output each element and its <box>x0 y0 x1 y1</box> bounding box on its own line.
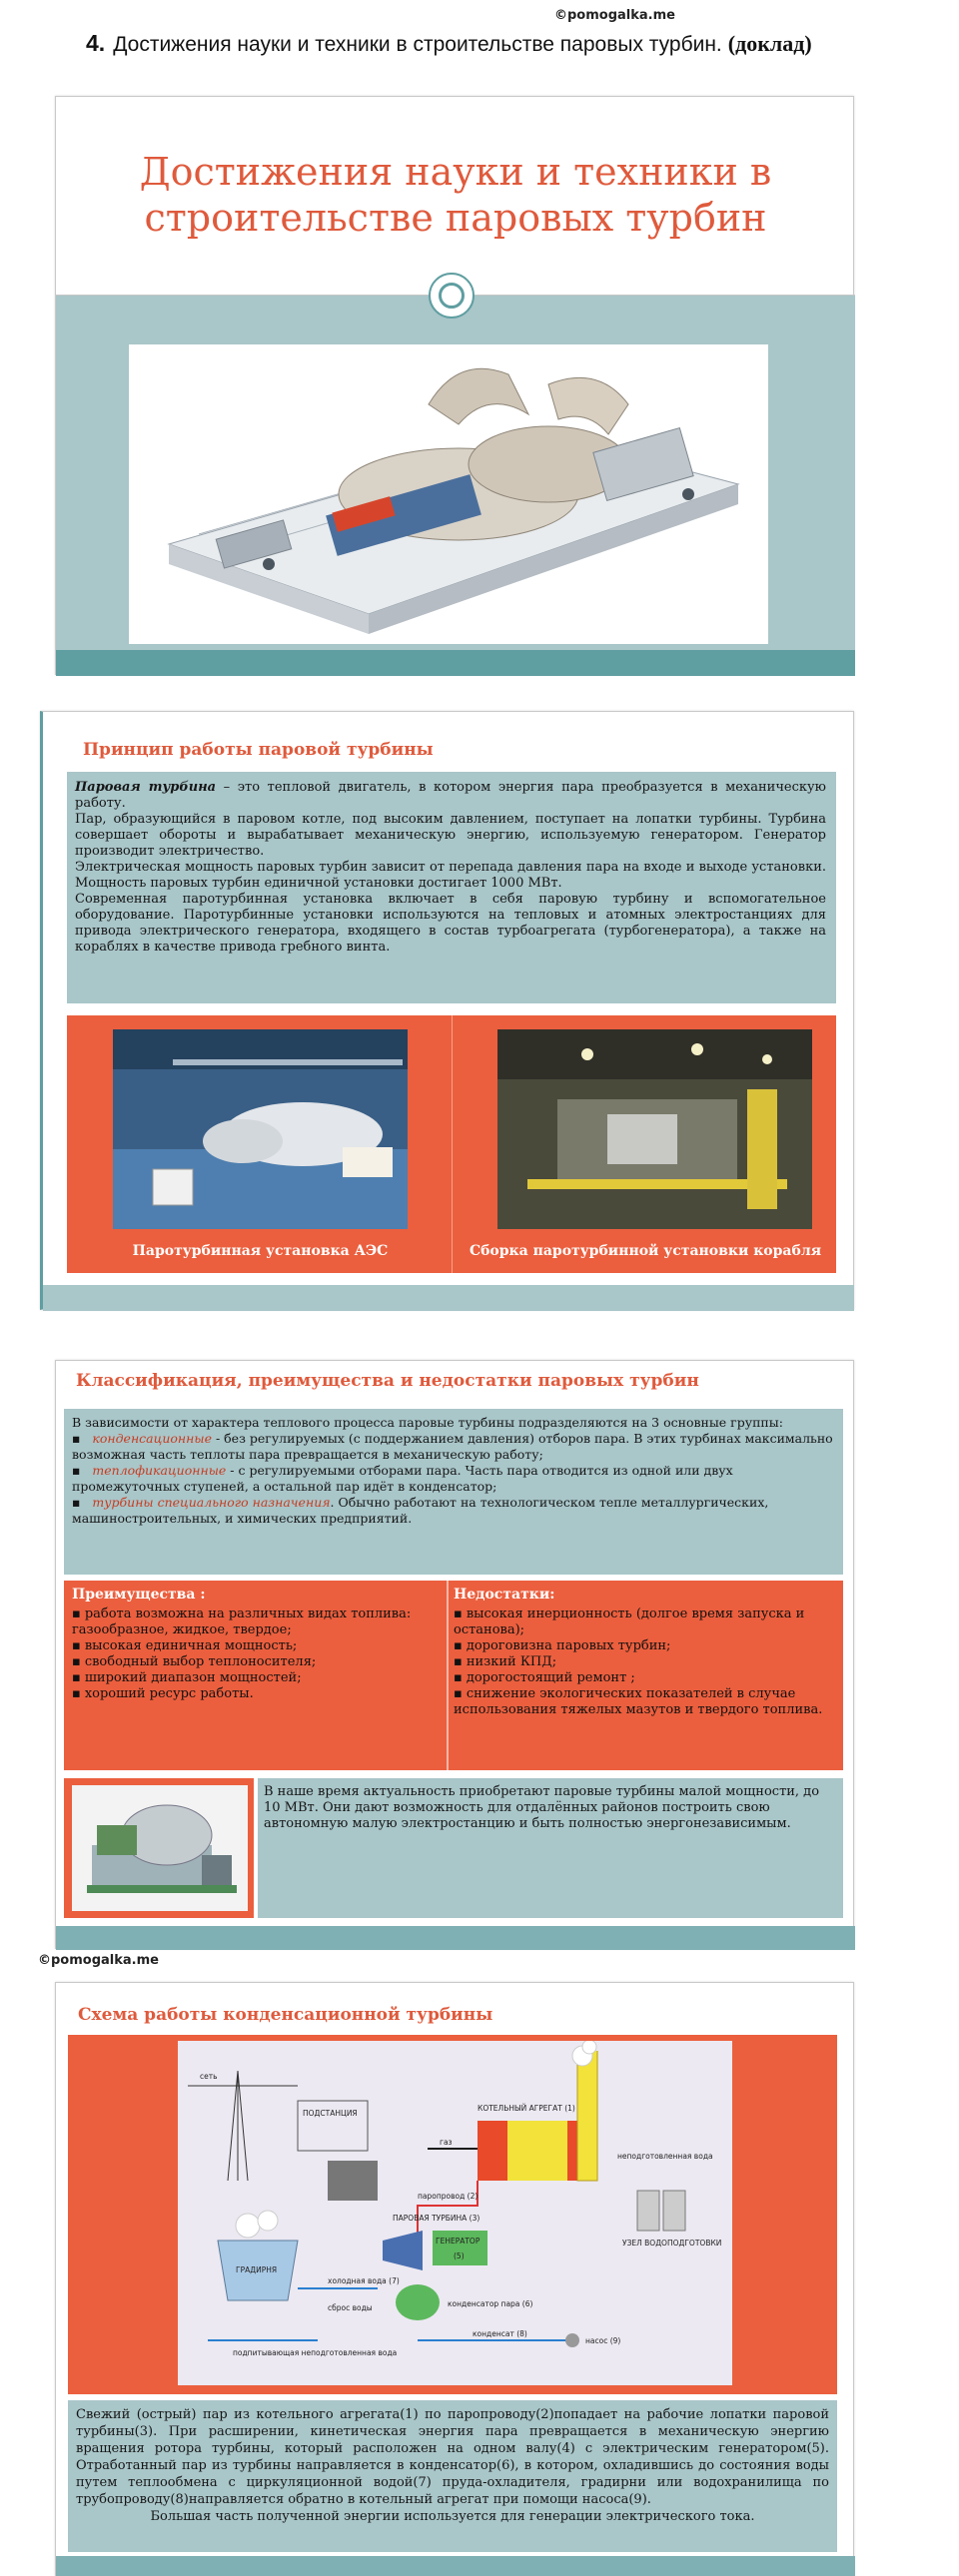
label-water-treat: неподготовленная вода <box>617 2152 713 2161</box>
npp-turbine-photo <box>113 1029 408 1229</box>
slide2-paragraph-2: Электрическая мощность паровых турбин зависит от перепада давления пара на входе и выходе установки. Мощность паровых турбин единичной установки достигает 1000 МВт. <box>75 860 826 891</box>
disadvantage-item: ▪ высокая инерционность (долгое время запуска и останова); <box>454 1607 837 1638</box>
label-condenser: конденсатор пара (6) <box>448 2299 533 2308</box>
label-boiler: КОТЕЛЬНЫЙ АГРЕГАТ (1) <box>478 2104 575 2113</box>
watermark-top: ©pomogalka.me <box>554 8 675 23</box>
group-special: ▪ турбины специального назначения. Обычно работают на технологическом тепле металлургических, машиностроительных, и химических предприятий. <box>72 1495 769 1526</box>
group-condensing-text: - без регулируемых (с поддержанием давления) отборов пара. В этих турбинах максимально возможная часть теплоты пара превращается в механическую работу; <box>72 1431 833 1462</box>
group-condensing: ▪ конденсационные - без регулируемых (с поддержанием давления) отборов пара. В этих турбинах максимально возможная часть теплоты пара превращается в механическую работу; <box>72 1431 833 1462</box>
label-makeup: подпитывающая неподготовленная вода <box>233 2348 398 2357</box>
disadvantages-title: Недостатки: <box>454 1587 555 1603</box>
label-generator: ГЕНЕРАТОР <box>436 2237 480 2246</box>
slide1-title-line1: Достижения науки и техники в <box>139 150 772 194</box>
slide4-footer-bar <box>56 2556 855 2576</box>
small-turbine-text: В наше время актуальность приобретают паровые турбины малой мощности, до 10 МВт. Они дают возможность для отдалённых районов построить свою автономную малую электростанцию и быть полностью энергонезависимым. <box>264 1784 820 1831</box>
group-heating-text: - с регулируемыми отборами пара. Часть пара отводится из одной или двух промежуточных ступеней, а остальной пар идёт в конденсатор; <box>72 1463 733 1494</box>
definition-rest: – это тепловой двигатель, в котором энергия пара преобразуется в механическую работу. <box>75 780 826 811</box>
adv-dis-divider <box>447 1581 449 1770</box>
slide3-footer-bar <box>56 1926 855 1950</box>
label-water-unit: УЗЕЛ ВОДОПОДГОТОВКИ <box>622 2239 722 2248</box>
scheme-description-text-2: Большая часть полученной энергии используется для генерации электрического тока. <box>150 2509 755 2524</box>
slide4-title: Схема работы конденсационной турбины <box>78 2005 493 2025</box>
scheme-diagram <box>178 2041 732 2385</box>
label-generator-num: (5) <box>454 2252 465 2260</box>
slide-classification <box>55 1360 854 1949</box>
turbine-illustration <box>129 344 768 644</box>
slide1-title-line2: строительстве паровых турбин <box>144 196 767 240</box>
label-grid: сеть <box>200 2072 218 2081</box>
slide1-footer-bar <box>56 650 855 676</box>
advantage-item: ▪ хороший ресурс работы. <box>72 1686 442 1702</box>
groups-intro: В зависимости от характера теплового процесса паровые турбины подразделяются на 3 основные группы: <box>72 1415 783 1430</box>
disadvantage-item: ▪ дорогостоящий ремонт ; <box>454 1670 837 1686</box>
slide-scheme <box>55 1982 854 2576</box>
scheme-description-text: Свежий (острый) пар из котельного агрегата(1) по паропроводу(2)попадает на рабочие лопатки паровой турбины(3). При расширении, кинетическая энергия пара превращается в механическую энергию вращения ротора турбины, который расположен на одном валу(4) с электрическим генератором(5). Отработанный пар из турбины направляется в конденсатор(6), в котором, охладившись до состояния воды путем теплообмена с циркуляционной водой(7) пруда-охладителя, градирни или водохранилища по трубопроводу(8)направляется обратно в котельный агрегат при помощи насоса(9). <box>76 2407 829 2507</box>
disadvantage-item: ▪ дороговизна паровых турбин; <box>454 1638 837 1654</box>
label-steamline: паропровод (2) <box>418 2192 479 2201</box>
label-cold-water: холодная вода (7) <box>328 2276 400 2285</box>
heading-number: 4. <box>86 30 106 56</box>
heading-tag: (доклад) <box>727 31 812 56</box>
photo-divider <box>452 1015 453 1273</box>
label-gas: газ <box>440 2138 453 2147</box>
slide2-paragraph-1: Пар, образующийся в паровом котле, под высоким давлением, поступает на лопатки турбины. Турбина совершает обороты и вырабатывает механическую энергию, используемую генератором. Генератор производит электричество. <box>75 812 826 859</box>
caption-ship: Сборка паротурбинной установки корабля <box>469 1243 822 1259</box>
caption-npp: Паротурбинная установка АЭС <box>132 1243 389 1259</box>
label-turbine: ПАРОВАЯ ТУРБИНА (3) <box>393 2214 480 2223</box>
disadvantage-item: ▪ низкий КПД; <box>454 1654 837 1670</box>
label-pump: насос (9) <box>585 2336 621 2345</box>
group-special-term: турбины специального назначения <box>92 1495 331 1510</box>
page-heading <box>86 30 812 57</box>
advantage-item: ▪ свободный выбор теплоносителя; <box>72 1654 442 1670</box>
slide2-title: Принцип работы паровой турбины <box>83 740 434 760</box>
label-drain: сброс воды <box>328 2303 373 2312</box>
definition-term: Паровая турбина <box>75 780 217 795</box>
small-turbine-photo <box>72 1785 248 1911</box>
slide1-title <box>56 149 855 241</box>
slide2-paragraph-3: Современная паротурбинная установка включает в себя паровую турбину и вспомогательное оборудование. Паротурбинные установки используются на тепловых и атомных электростанциях для привода электрического генератора, входящего в состав турбоагрегата (турбогенератора), а также на кораблях в качестве привода гребного винта. <box>75 892 826 955</box>
slide1-medallion <box>429 273 475 319</box>
slide3-title: Классификация, преимущества и недостатки паровых турбин <box>76 1371 699 1391</box>
advantages-title: Преимущества : <box>72 1587 206 1603</box>
slide2-footer-bar <box>43 1285 854 1311</box>
watermark-middle: ©pomogalka.me <box>38 1953 159 1968</box>
slide2-text <box>75 780 826 956</box>
disadvantage-item: ▪ снижение экологических показателей в случае использования тяжелых мазутов и твердого топлива. <box>454 1686 837 1718</box>
ship-turbine-assembly-photo <box>497 1029 812 1229</box>
group-condensing-term: конденсационные <box>92 1431 212 1446</box>
group-heating-term: теплофикационные <box>92 1463 227 1478</box>
disadvantages-list <box>454 1607 837 1718</box>
group-special-text: . Обычно работают на технологическом тепле металлургических, машиностроительных, и химических предприятий. <box>72 1495 769 1526</box>
label-condensate: конденсат (8) <box>473 2329 527 2338</box>
label-substation: ПОДСТАНЦИЯ <box>303 2109 358 2118</box>
slide-principle <box>40 711 854 1310</box>
advantage-item: ▪ высокая единичная мощность; <box>72 1638 442 1654</box>
group-heating: ▪ теплофикационные - с регулируемыми отборами пара. Часть пара отводится из одной или двух промежуточных ступеней, а остальной пар идёт в конденсатор; <box>72 1463 733 1494</box>
advantage-item: ▪ работа возможна на различных видах топлива: газообразное, жидкое, твердое; <box>72 1607 442 1638</box>
slide2-definition <box>75 780 826 812</box>
advantage-item: ▪ широкий диапазон мощностей; <box>72 1670 442 1686</box>
scheme-description <box>76 2406 829 2525</box>
label-cooling-tower: ГРАДИРНЯ <box>236 2265 278 2274</box>
slide3-text <box>72 1415 836 1527</box>
slide-title <box>55 96 854 675</box>
turbine-cutaway-image <box>129 344 768 644</box>
heading-text: Достижения науки и техники в строительстве паровых турбин. <box>113 33 722 56</box>
condensing-turbine-scheme <box>178 2041 732 2385</box>
advantages-list <box>72 1607 442 1702</box>
